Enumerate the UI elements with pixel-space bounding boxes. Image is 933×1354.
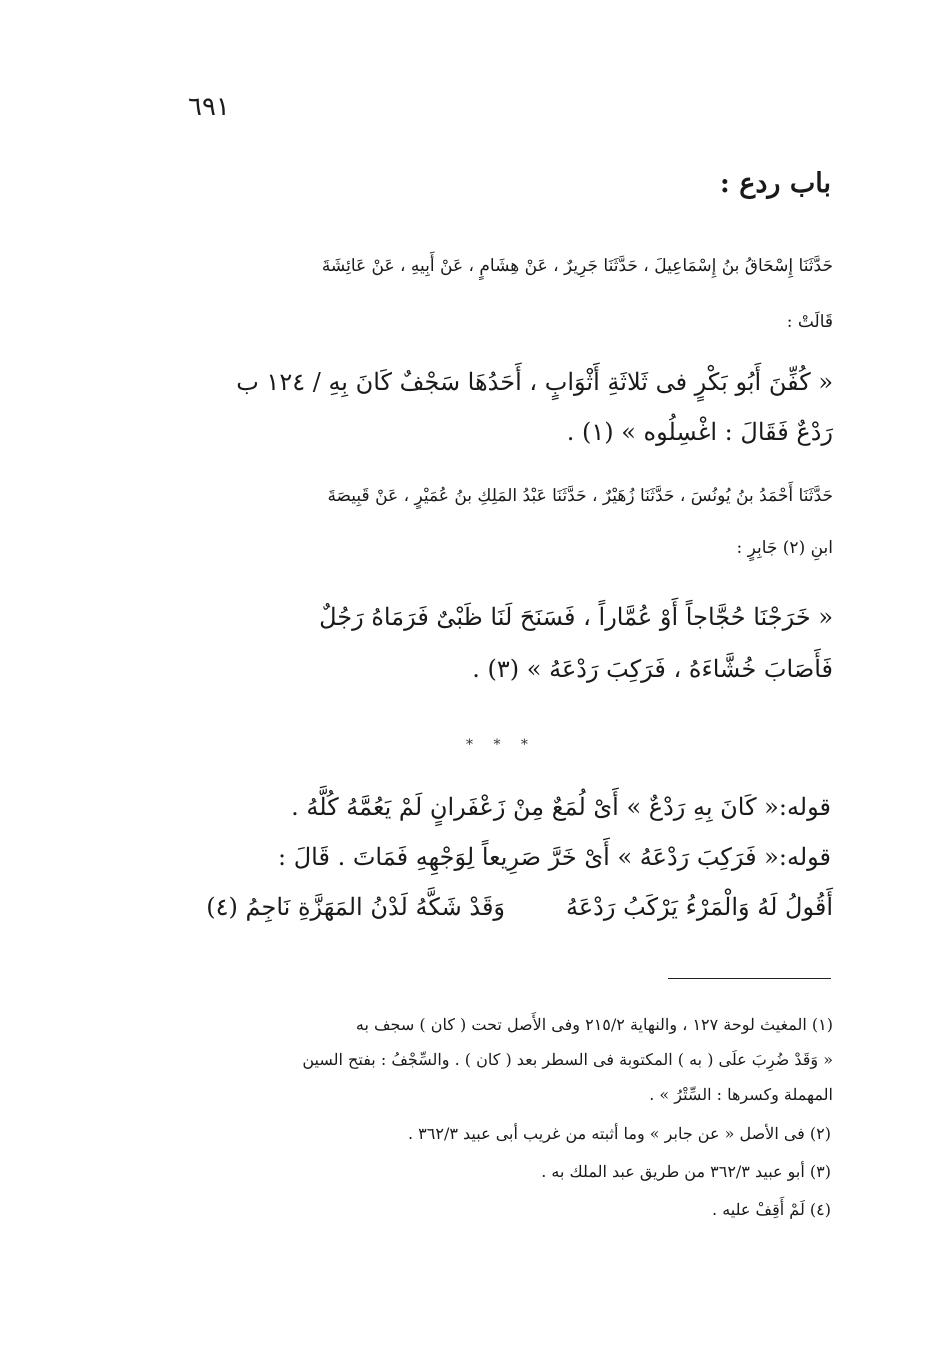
footnote-3: (٣) أبو عبيد ٣٦٢/٣ من طريق عبد الملك به . (541, 1162, 831, 1181)
hadith-1-line-1: « كُفِّنَ أَبُو بَكْرٍ فى ثَلاثَةِ أَثْوَابٍ ، أَحَدُهَا سَجْفٌ كَانَ بِهِ / ١٢٤ ب (236, 368, 833, 396)
chapter-title: باب ردع : (719, 168, 831, 199)
isnad-2-line-1: حَدَّثَنَا أَحْمَدُ بنُ يُونُسَ ، حَدَّثَنَا زُهَيْرٌ ، حَدَّثَنَا عَبْدُ المَلِكِ بنُ عُمَيْرٍ ، عَنْ قَبِيصَةَ (327, 486, 833, 506)
isnad-2-line-2: ابنِ (٢) جَابِرٍ : (736, 538, 833, 558)
isnad-1-line-2: قَالَتْ : (786, 312, 833, 332)
page-number: ٦٩١ (188, 92, 230, 122)
footnote-divider (668, 978, 831, 979)
footnote-4: (٤) لَمْ أَقِفْ عليه . (712, 1200, 831, 1219)
footnote-1-line-2: « وَقَدْ ضُرِبَ علَى ( به ) المكتوبة فى السطر بعد ( كان ) . والسِّجْفُ : بفتح السين (302, 1050, 833, 1069)
commentary-line-2: قوله:« فَرَكِبَ رَدْعَهُ » أَىْ خَرَّ صَرِيعاً لِوَجْهِهِ فَمَاتَ . قَالَ : (278, 843, 831, 871)
hadith-1-line-2: رَدْعٌ فَقَالَ : اغْسِلُوه » (١) . (566, 418, 833, 446)
verse-second-hemistich: وَقَدْ شَكَّهُ لَدْنُ المَهَزَّةِ نَاجِمُ (٤) (206, 893, 505, 921)
hadith-2-line-1: « خَرَجْنَا حُجَّاجاً أَوْ عُمَّاراً ، فَسَنَحَ لَنَا ظَبْىٌ فَرَمَاهُ رَجُلٌ (319, 603, 833, 631)
verse-first-hemistich: أَقُولُ لَهُ وَالْمَرْءُ يَرْكَبُ رَدْعَهُ (565, 893, 833, 921)
isnad-1-line-1: حَدَّثَنَا إِسْحَاقُ بنُ إِسْمَاعِيلَ ، حَدَّثَنَا جَرِيرٌ ، عَنْ هِشَامٍ ، عَنْ أَبِيهِ ، عَنْ عَائِشَةَ (321, 256, 833, 276)
commentary-line-1: قوله:« كَانَ بِهِ رَدْعٌ » أَىْ لُمَعٌ مِنْ زَعْفَرانٍ لَمْ يَعُمَّهُ كُلَّهُ . (291, 793, 831, 821)
footnote-1-line-1: (١) المغيث لوحة ١٢٧ ، والنهاية ٢١٥/٢ وفى الأَصل تحت ( كان ) سجف به (355, 1015, 833, 1034)
footnote-2: (٢) فى الأصل « عن جابر » وما أثبته من غريب أبى عبيد ٣٦٢/٣ . (408, 1124, 831, 1143)
section-separator: * * * (466, 737, 536, 753)
footnote-1-line-3: المهملة وكسرها : السِّتْرُ » . (649, 1085, 833, 1104)
hadith-2-line-2: فَأَصَابَ خُشَّاءَهُ ، فَرَكِبَ رَدْعَهُ » (٣) . (472, 655, 833, 683)
